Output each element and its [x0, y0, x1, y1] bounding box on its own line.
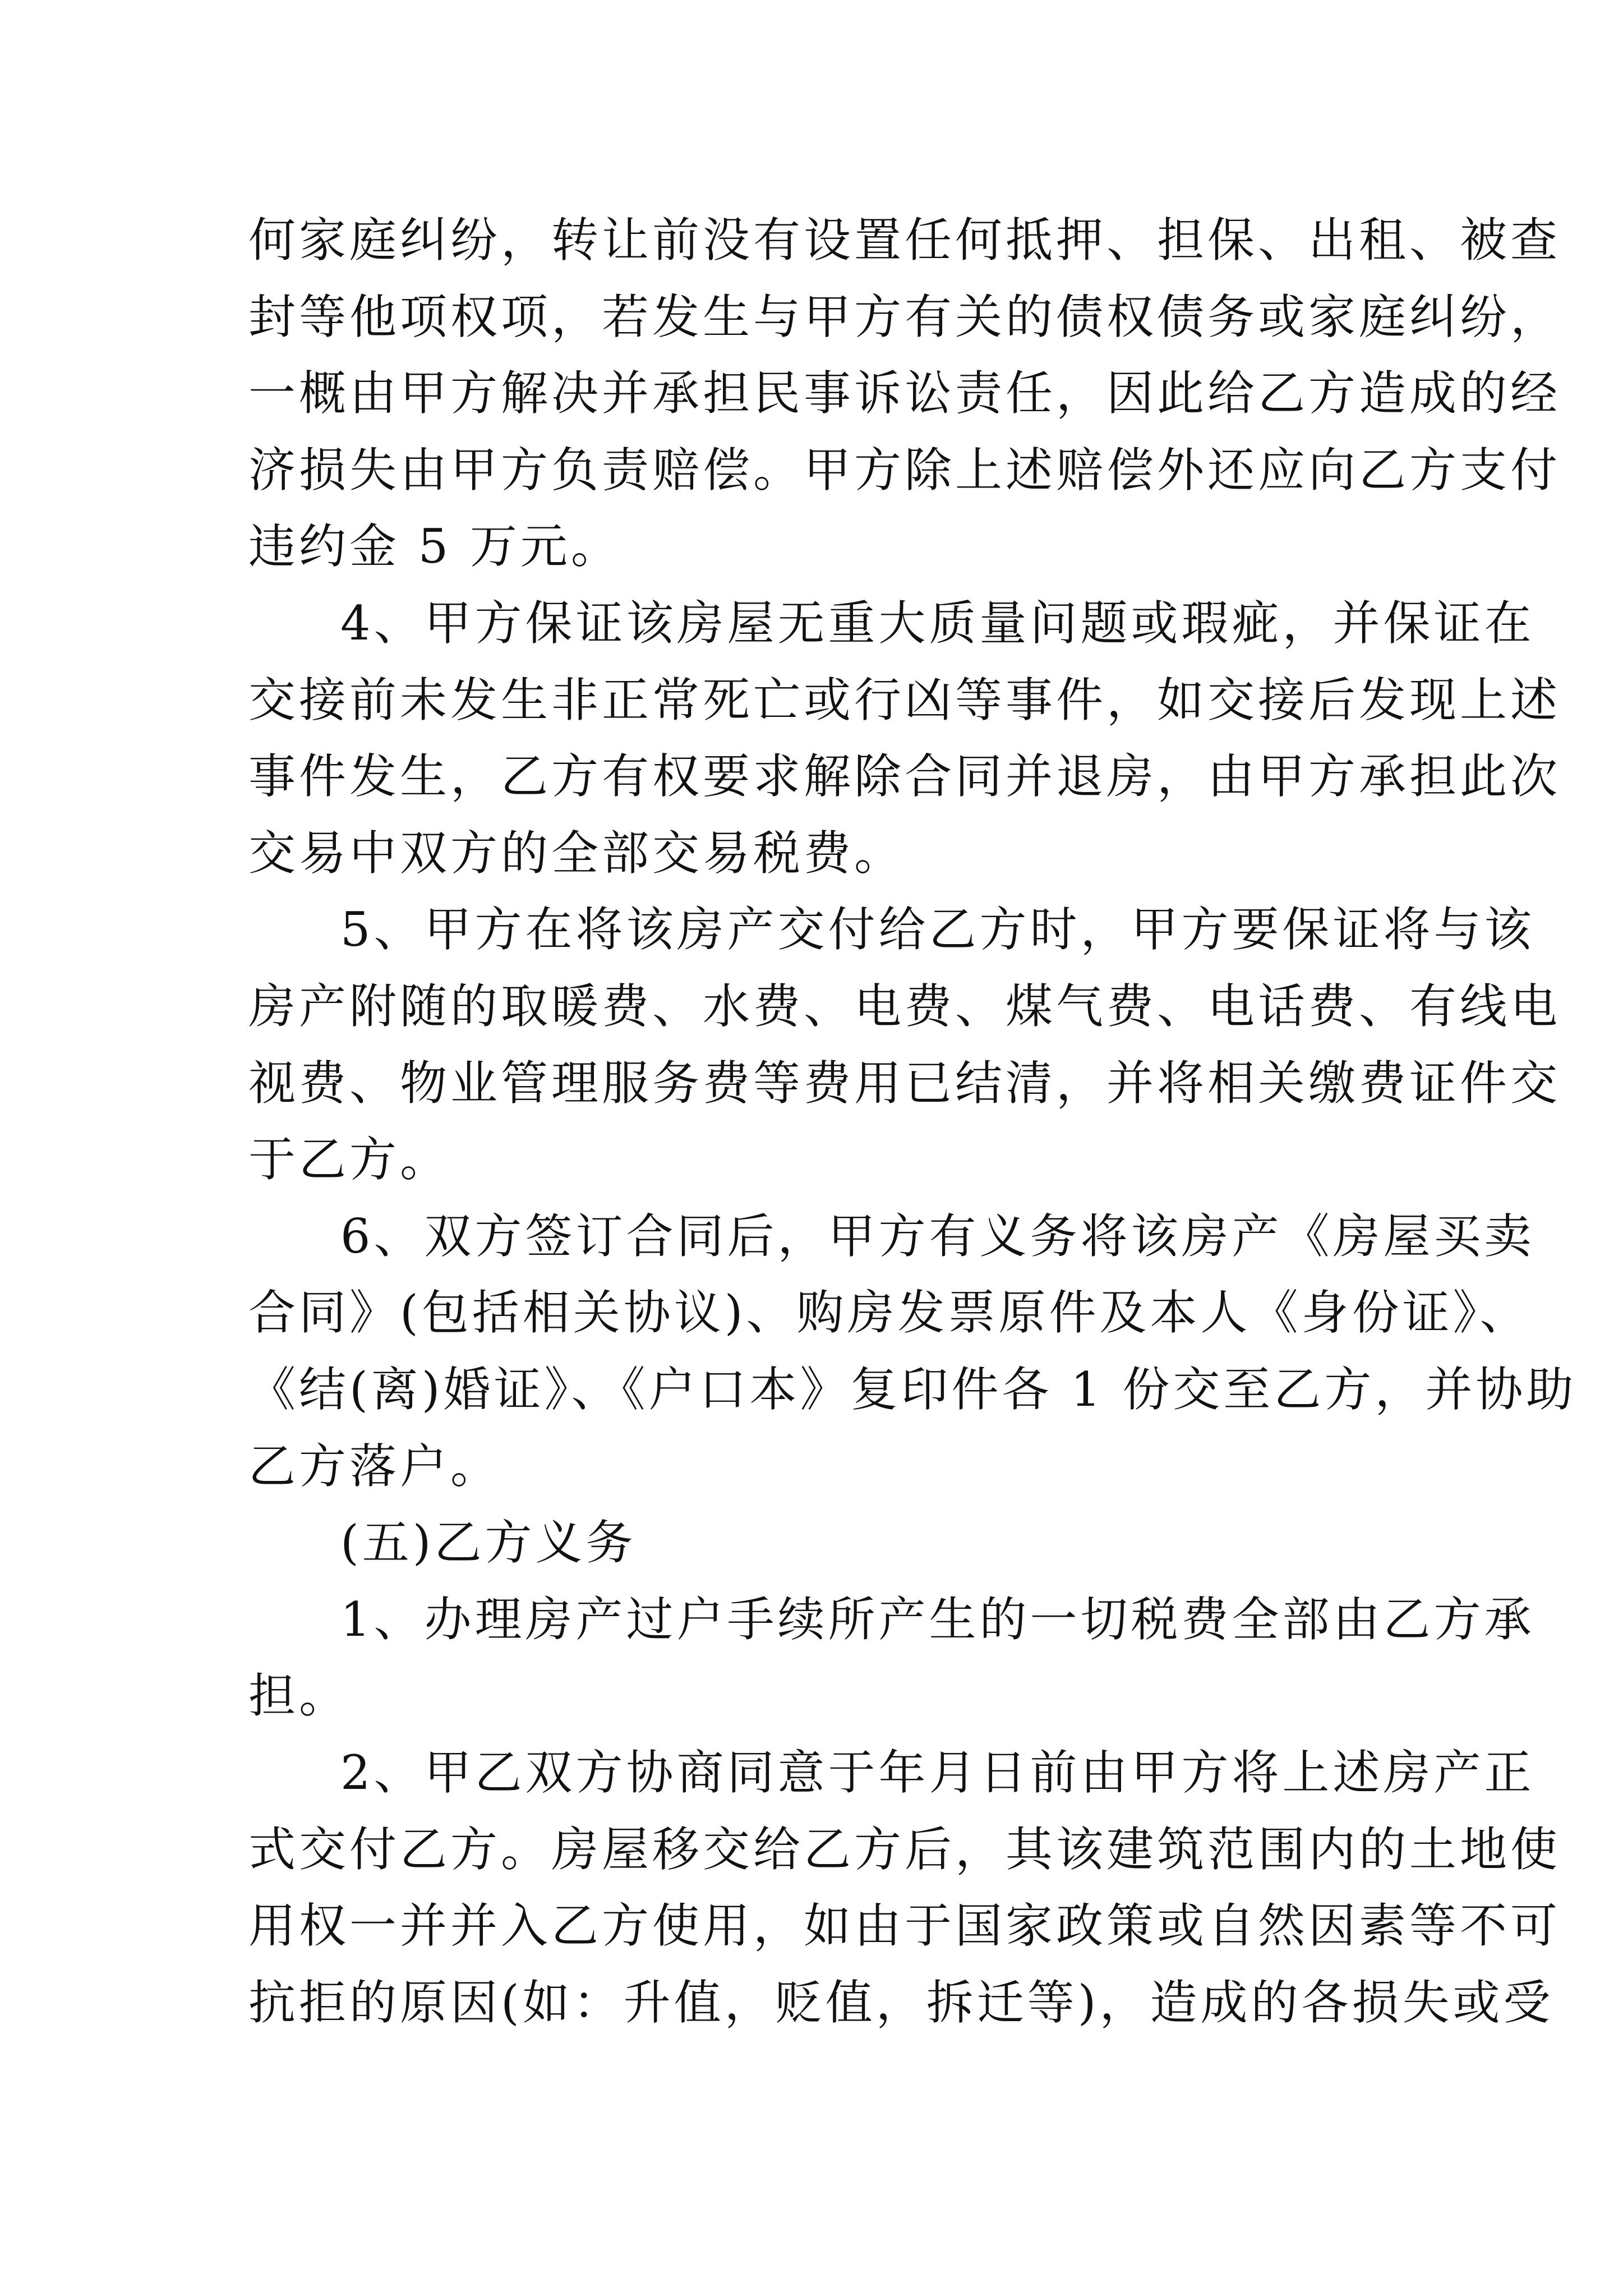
text-line: 乙方落户。 — [248, 1439, 501, 1494]
text-line: (五)乙方义务 — [340, 1515, 637, 1570]
text-line: 抗拒的原因(如：升值，贬值，拆迁等)，造成的各损失或受 — [248, 1975, 1554, 2030]
text-line: 式交付乙方。房屋移交给乙方后，其该建筑范围内的土地使 — [248, 1822, 1561, 1877]
text-line: 违约金 5 万元。 — [248, 519, 621, 574]
text-line: 事件发生，乙方有权要求解除合同并退房，由甲方承担此次 — [248, 749, 1561, 804]
text-line: 何家庭纠纷，转让前没有设置任何抵押、担保、出租、被查 — [248, 213, 1561, 268]
text-line: 《结(离)婚证》、《户口本》复印件各 1 份交至乙方，并协助 — [248, 1362, 1577, 1417]
text-line: 交易中双方的全部交易税费。 — [248, 826, 905, 881]
text-line: 房产附随的取暖费、水费、电费、煤气费、电话费、有线电 — [248, 979, 1561, 1034]
text-line: 2、甲乙双方协商同意于年月日前由甲方将上述房产正 — [340, 1745, 1535, 1800]
text-line: 5、甲方在将该房产交付给乙方时，甲方要保证将与该 — [340, 902, 1535, 957]
text-line: 用权一并并入乙方使用，如由于国家政策或自然因素等不可 — [248, 1898, 1561, 1953]
text-line: 交接前未发生非正常死亡或行凶等事件，如交接后发现上述 — [248, 673, 1561, 728]
text-line: 合同》(包括相关协议)、购房发票原件及本人《身份证》、 — [248, 1285, 1530, 1340]
text-line: 济损失由甲方负责赔偿。甲方除上述赔偿外还应向乙方支付 — [248, 443, 1561, 498]
text-line: 4、甲方保证该房屋无重大质量问题或瑕疵，并保证在 — [340, 596, 1535, 651]
text-line: 于乙方。 — [248, 1132, 451, 1187]
text-line: 6、双方签订合同后，甲方有义务将该房产《房屋买卖 — [340, 1209, 1535, 1264]
text-line: 1、办理房产过户手续所产生的一切税费全部由乙方承 — [340, 1592, 1535, 1647]
text-line: 封等他项权项，若发生与甲方有关的债权债务或家庭纠纷， — [248, 289, 1561, 344]
text-line: 一概由甲方解决并承担民事诉讼责任，因此给乙方造成的经 — [248, 366, 1561, 421]
text-line: 担。 — [248, 1668, 350, 1723]
text-line: 视费、物业管理服务费等费用已结清，并将相关缴费证件交 — [248, 1056, 1561, 1111]
